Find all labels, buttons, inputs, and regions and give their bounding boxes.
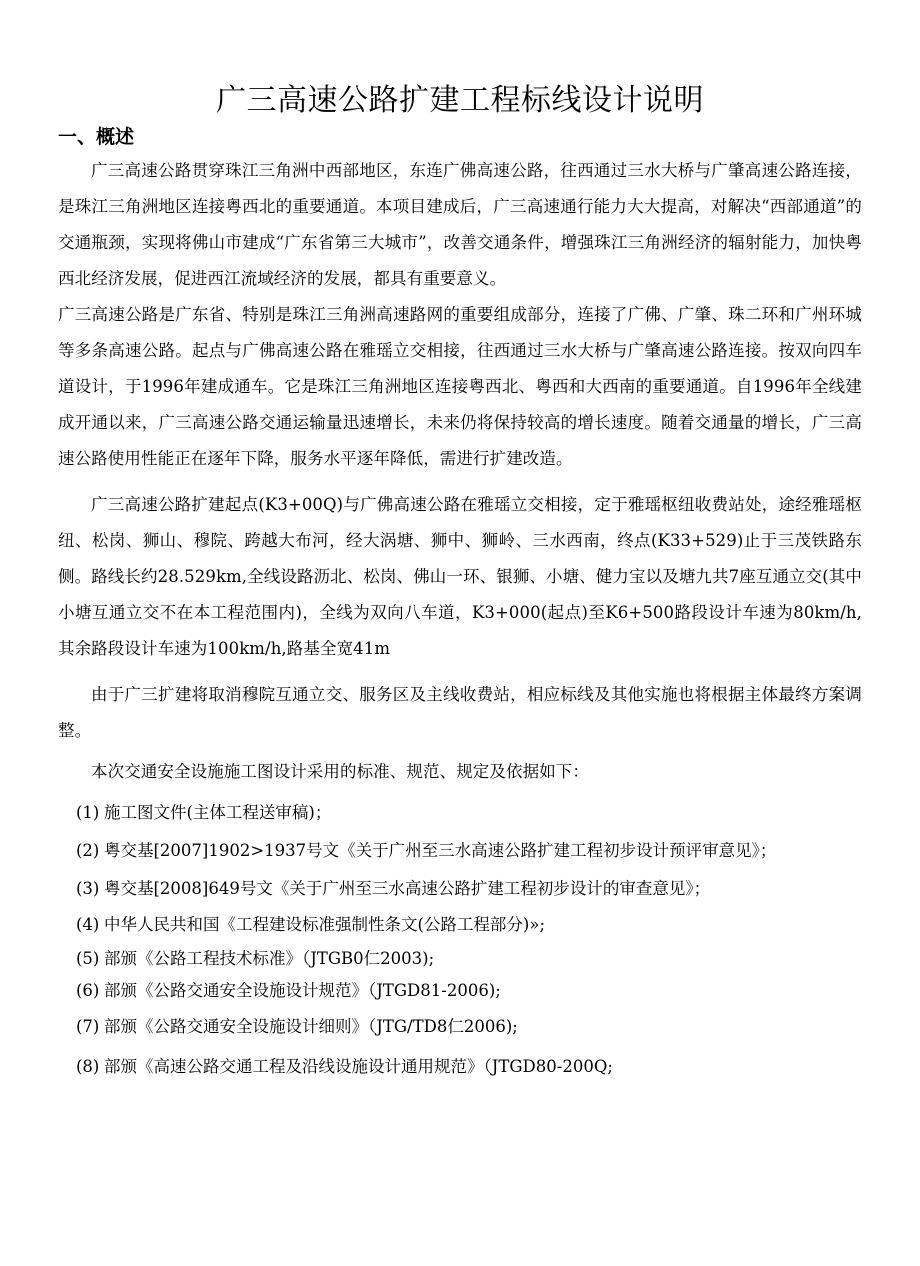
list-item — [58, 907, 862, 943]
list-item-number: (3) — [76, 879, 100, 899]
section-heading-overview: 一、概述 — [58, 125, 135, 148]
spacer — [58, 667, 862, 677]
list-item-number: (2) — [76, 841, 100, 861]
list-item-number: (7) — [76, 1017, 100, 1037]
paragraph-2: 广三高速公路是广东省、特别是珠江三角洲高速路网的重要组成部分，连接了广佛、广肇、珠二环和广州环城等多条高速公路。起点与广佛高速公路在雅瑶立交相接，往西通过三水大桥与广肇高速公路连接。按双向四车道设计，于1996年建成通车。它是珠江三角洲地区连接粤西北、粤西和大西南的重要通道。自1996年全线建成开通以来，广三高速公路交通运输量迅速增长，未来仍将保持较高的增长速度。随着交通量的增长，广三高速公路使用性能正在逐年下降，服务水平逐年降低，需进行扩建改造。 — [58, 305, 862, 469]
paragraph-1: 广三高速公路贯穿珠江三角洲中西部地区，东连广佛高速公路，往西通过三水大桥与广肇高速公路连接，是珠江三角洲地区连接粤西北的重要通道。本项目建成后，广三高速通行能力大大提高，对解决“西部通道”的交通瓶颈，实现将佛山市建成“广东省第三大城市”，改善交通条件，增强珠江三角洲经济的辐射能力，加快粤西北经济发展，促进西江流域经济的发展，都具有重要意义。 — [58, 161, 862, 289]
list-item-text: 部颁《公路工程技术标准》（JTGB0仁2003); — [104, 949, 435, 969]
list-item-text: 施工图文件(主体工程送审稿)； — [104, 803, 332, 823]
list-item-text: 部颁《高速公路交通工程及沿线设施设计通用规范》（JTGD80-200Q; — [104, 1057, 613, 1077]
list-item-number: (5) — [76, 949, 100, 969]
list-item-text: 部颁《公路交通安全设施设计规范》（JTGD81-2006); — [104, 981, 501, 1001]
list-item-text: 粤交基[2007]1902>1937号文《关于广州至三水高速公路扩建工程初步设计预评审意见》； — [104, 841, 777, 861]
list-item-text: 中华人民共和国《工程建设标准强制性条文(公路工程部分)»; — [104, 915, 546, 935]
list-item-number: (6) — [76, 981, 100, 1001]
list-item-text: 部颁《公路交通安全设施设计细则》（JTG/TD8仁2006); — [104, 1017, 518, 1037]
list-item-text: 粤交基[2008]649号文《关于广州至三水高速公路扩建工程初步设计的审查意见》； — [104, 879, 711, 899]
document-content — [58, 0, 862, 1087]
page-title: 广三高速公路扩建工程标线设计说明 — [216, 83, 704, 118]
paragraph-5: 本次交通安全设施施工图设计采用的标准、规范、规定及依据如下： — [91, 762, 589, 782]
list-item — [58, 831, 862, 871]
list-item — [58, 975, 862, 1007]
list-item-number: (4) — [76, 915, 100, 935]
list-item — [58, 1007, 862, 1047]
list-item — [58, 943, 862, 975]
paragraph-4: 由于广三扩建将取消穆院互通立交、服务区及主线收费站，相应标线及其他实施也将根据主体最终方案调整。 — [58, 685, 862, 741]
list-item-number: (8) — [76, 1057, 100, 1077]
reference-list — [58, 795, 862, 1087]
list-item — [58, 871, 862, 907]
list-item-number: (1) — [76, 803, 100, 823]
paragraph-3: 广三高速公路扩建起点(K3+00Q)与广佛高速公路在雅瑶立交相接，定于雅瑶枢纽收费站处，途经雅瑶枢纽、松岗、狮山、穆院、跨越大布河，经大涡塘、狮中、狮岭、三水西南，终点(K33+529)止于三茂铁路东侧。路线长约28.529km,全线设路沥北、松岗、佛山一环、银狮、小塘、健力宝以及塘九共7座互通立交(其中小塘互通立交不在本工程范围内)，全线为双向八车道，K3+000(起点)至K6+500路段设计车速为80km/h,其余路段设计车速为100km/h,路基全宽41m — [58, 495, 862, 659]
list-item — [58, 795, 862, 831]
spacer — [58, 477, 862, 487]
list-item — [58, 1047, 862, 1087]
